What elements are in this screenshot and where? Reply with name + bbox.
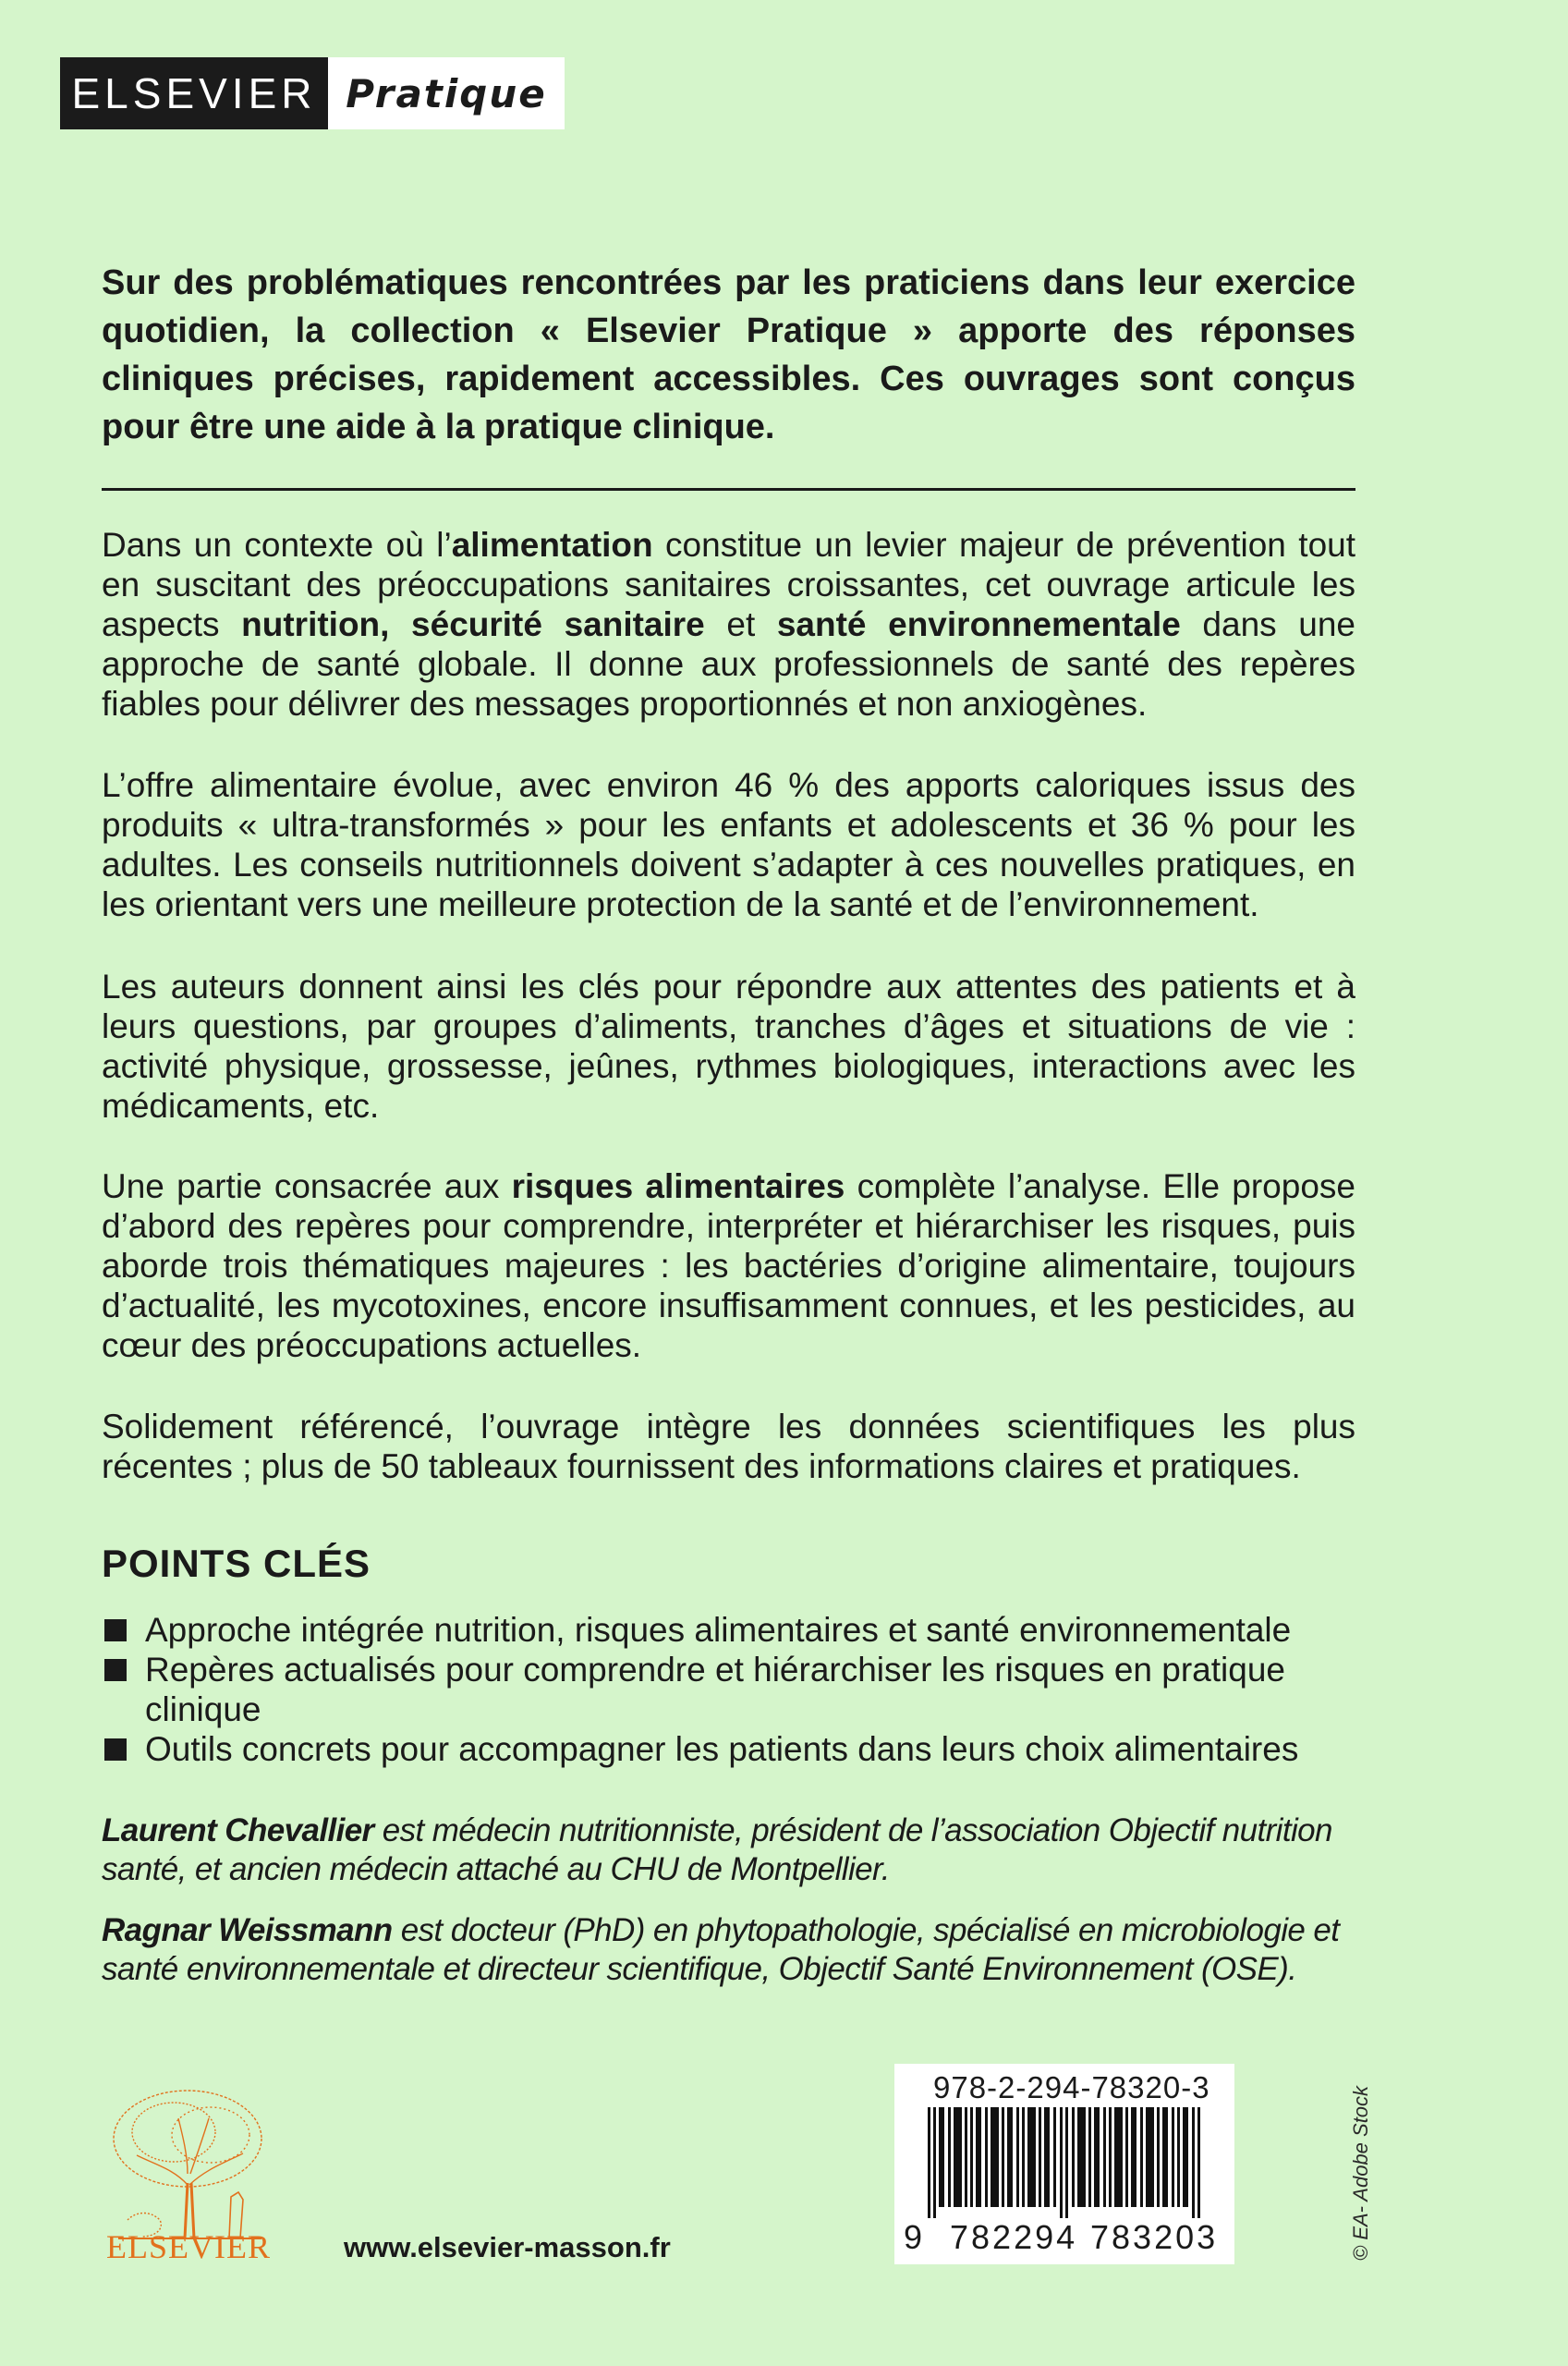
collection-label: Pratique (328, 57, 565, 129)
ean-digits-left: 782294 (950, 2218, 1078, 2256)
publisher-label: ELSEVIER (60, 57, 328, 129)
author-bio-text: est médecin nutritionniste, président de l’association Objectif nutrition santé, et ancien médecin attaché au CHU de Montpellier. (102, 1812, 1332, 1887)
text-span: complète l’analyse. Elle propose d’abord des repères pour comprendre, interpréter et hiérarchiser les risques, puis aborde trois thématiques majeures : les bactéries d’origine alimentaire, toujours d’actualité, les mycotoxines, encore insuffisamment connues, et les pesticides, au cœur des préoccupations actuelles. (102, 1167, 1355, 1364)
ean-prefix-digit: 9 (904, 2218, 923, 2256)
divider-rule (102, 488, 1355, 491)
square-bullet-icon (104, 1659, 127, 1681)
emphasis-alimentation: alimentation (451, 526, 653, 564)
collection-badge (60, 57, 565, 129)
key-point-text: Outils concrets pour accompagner les patients dans leurs choix alimentaires (145, 1730, 1299, 1768)
author-bio-1 (102, 1811, 1355, 1889)
photo-credit-text: © EA- Adobe Stock (1349, 2085, 1372, 2261)
elsevier-wordmark: ELSEVIER (106, 2228, 271, 2265)
key-points-heading: POINTS CLÉS (102, 1542, 371, 1585)
emphasis-risques-alimentaires: risques alimentaires (511, 1167, 845, 1205)
text-span: constitue un levier majeur de prévention tout en suscitant des préoccupations sanitaires croissantes, cet ouvrage articule les aspects (102, 526, 1356, 643)
isbn-number: 978-2-294-78320-3 (933, 2070, 1210, 2104)
square-bullet-icon (104, 1619, 127, 1641)
key-point-item (102, 1650, 1355, 1729)
ean-digits-right: 783203 (1090, 2218, 1219, 2256)
barcode-icon (928, 2107, 1205, 2218)
author-bio-text: est docteur (PhD) en phytopathologie, spécialisé en microbiologie et santé environnementale et directeur scientifique, Objectif Santé Environnement (OSE). (102, 1912, 1340, 1987)
author-name: Laurent Chevallier (102, 1812, 374, 1848)
emphasis-sante-environnementale: santé environnementale (776, 605, 1181, 643)
text-span: Une partie consacrée aux (102, 1167, 512, 1205)
text-span: et (704, 605, 777, 643)
emphasis-nutrition-securite: nutrition, sécurité sanitaire (241, 605, 705, 643)
text-span: Dans un contexte où l’ (102, 526, 452, 564)
key-point-text: Repères actualisés pour comprendre et hiérarchiser les risques en pratique clinique (145, 1651, 1285, 1728)
photo-credit (1349, 2085, 1375, 2261)
author-bio-2 (102, 1911, 1355, 1989)
author-name: Ragnar Weissmann (102, 1912, 393, 1948)
website-link[interactable]: www.elsevier-masson.fr (344, 2231, 671, 2263)
description-paragraph-4 (102, 1166, 1355, 1365)
key-point-item (102, 1610, 1355, 1650)
key-point-item (102, 1729, 1355, 1769)
text-span: dans une approche de santé globale. Il donne aux professionnels de santé des repères fiables pour délivrer des messages proportionnés et non anxiogènes. (102, 605, 1355, 723)
description-paragraph-2: L’offre alimentaire évolue, avec environ 46 % des apports caloriques issus des produits « ultra-transformés » pour les enfants et adolescents et 36 % pour les adultes. Les conseils nutritionnels doivent s’adapter à ces nouvelles pratiques, en les orientant vers une meilleure protection de la santé et de l’environnement. (102, 766, 1355, 923)
description-paragraph-3: Les auteurs donnent ainsi les clés pour répondre aux attentes des patients et à leurs questions, par groupes d’aliments, tranches d’âges et situations de vie : activité physique, grossesse, jeûnes, rythmes biologiques, interactions avec les médicaments, etc. (102, 968, 1355, 1125)
intro-paragraph: Sur des problématiques rencontrées par les praticiens dans leur exercice quotidien, la collection « Elsevier Pratique » apporte des réponses cliniques précises, rapidement accessibles. Ces ouvrages sont conçus pour être une aide à la pratique clinique. (102, 263, 1355, 446)
key-point-text: Approche intégrée nutrition, risques alimentaires et santé environnementale (145, 1611, 1292, 1649)
description-paragraph-5: Solidement référencé, l’ouvrage intègre les données scientifiques les plus récentes ; plus de 50 tableaux fournissent des informations claires et pratiques. (102, 1408, 1355, 1485)
square-bullet-icon (104, 1738, 127, 1761)
description-paragraph-1 (102, 525, 1355, 724)
key-points-list (102, 1610, 1355, 1769)
